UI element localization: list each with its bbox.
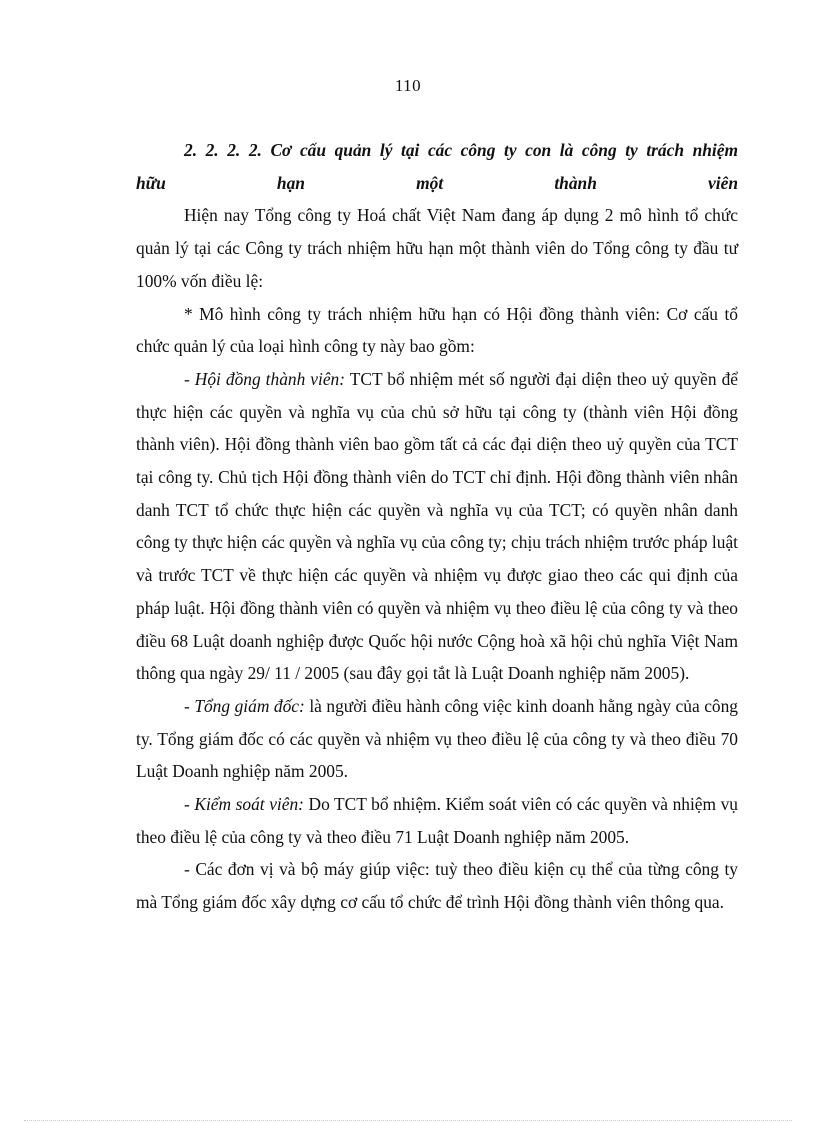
paragraph-members-council <box>136 363 738 690</box>
paragraph-support-units: - Các đơn vị và bộ máy giúp việc: tuỳ theo điều kiện cụ thể của từng công ty mà Tổng giám đốc xây dựng cơ cấu tổ chức để trình Hội đồng thành viên thông qua. <box>136 859 738 913</box>
section-heading-line-2: hữu hạn một thành viên <box>136 172 738 193</box>
footer-divider <box>24 1120 792 1121</box>
text-controller: Do TCT bổ nhiệm. Kiểm soát viên có các quyền và nhiệm vụ theo điều lệ của công ty và theo điều 71 Luật Doanh nghiệp năm 2005. <box>136 794 738 847</box>
term-members-council: - Hội đồng thành viên: <box>184 368 346 389</box>
text-members-council: TCT bổ nhiệm mét số người đại diện theo uỷ quyền để thực hiện các quyền và nghĩa vụ của chủ sở hữu tại công ty (thành viên Hội đồng thành viên). Hội đồng thành viên bao gồm tất cả các đại diện theo uỷ quyền của TCT tại công ty. Chủ tịch Hội đồng thành viên do TCT chỉ định. Hội đồng thành viên nhân danh TCT tổ chức thực hiện các quyền và nghĩa vụ của TCT; có quyền nhân danh công ty thực hiện các quyền và nghĩa vụ của công ty; chịu trách nhiệm trước pháp luật và trước TCT về thực hiện các quyền và nhiệm vụ được giao theo các qui định của pháp luật. Hội đồng thành viên có quyền và nhiệm vụ theo điều lệ của công ty và theo điều 68 Luật doanh nghiệp được Quốc hội nước Cộng hoà xã hội chủ nghĩa Việt Nam thông qua ngày 29/ 11 / 2005 (sau đây gọi tắt là Luật Doanh nghiệp năm 2005). <box>136 368 738 684</box>
paragraph-general-director <box>136 690 738 788</box>
text-general-director: là người điều hành công việc kinh doanh hằng ngày của công ty. Tổng giám đốc có các quyền và nhiệm vụ theo điều lệ của công ty và theo điều 70 Luật Doanh nghiệp năm 2005. <box>136 695 738 782</box>
paragraph-model-description: * Mô hình công ty trách nhiệm hữu hạn có Hội đồng thành viên: Cơ cấu tổ chức quản lý của loại hình công ty này bao gồm: <box>136 303 738 357</box>
document-body <box>136 134 738 919</box>
paragraph-intro: Hiện nay Tổng công ty Hoá chất Việt Nam đang áp dụng 2 mô hình tổ chức quản lý tại các Công ty trách nhiệm hữu hạn một thành viên do Tổng công ty đầu tư 100% vốn điều lệ: <box>136 205 738 291</box>
term-general-director: - Tổng giám đốc: <box>184 695 305 716</box>
paragraph-controller <box>136 788 738 853</box>
section-heading-line-1: 2. 2. 2. 2. Cơ cấu quản lý tại các công ty con là công ty trách nhiệm <box>184 140 738 160</box>
term-controller: - Kiểm soát viên: <box>184 794 304 815</box>
page-number: 110 <box>394 76 422 95</box>
